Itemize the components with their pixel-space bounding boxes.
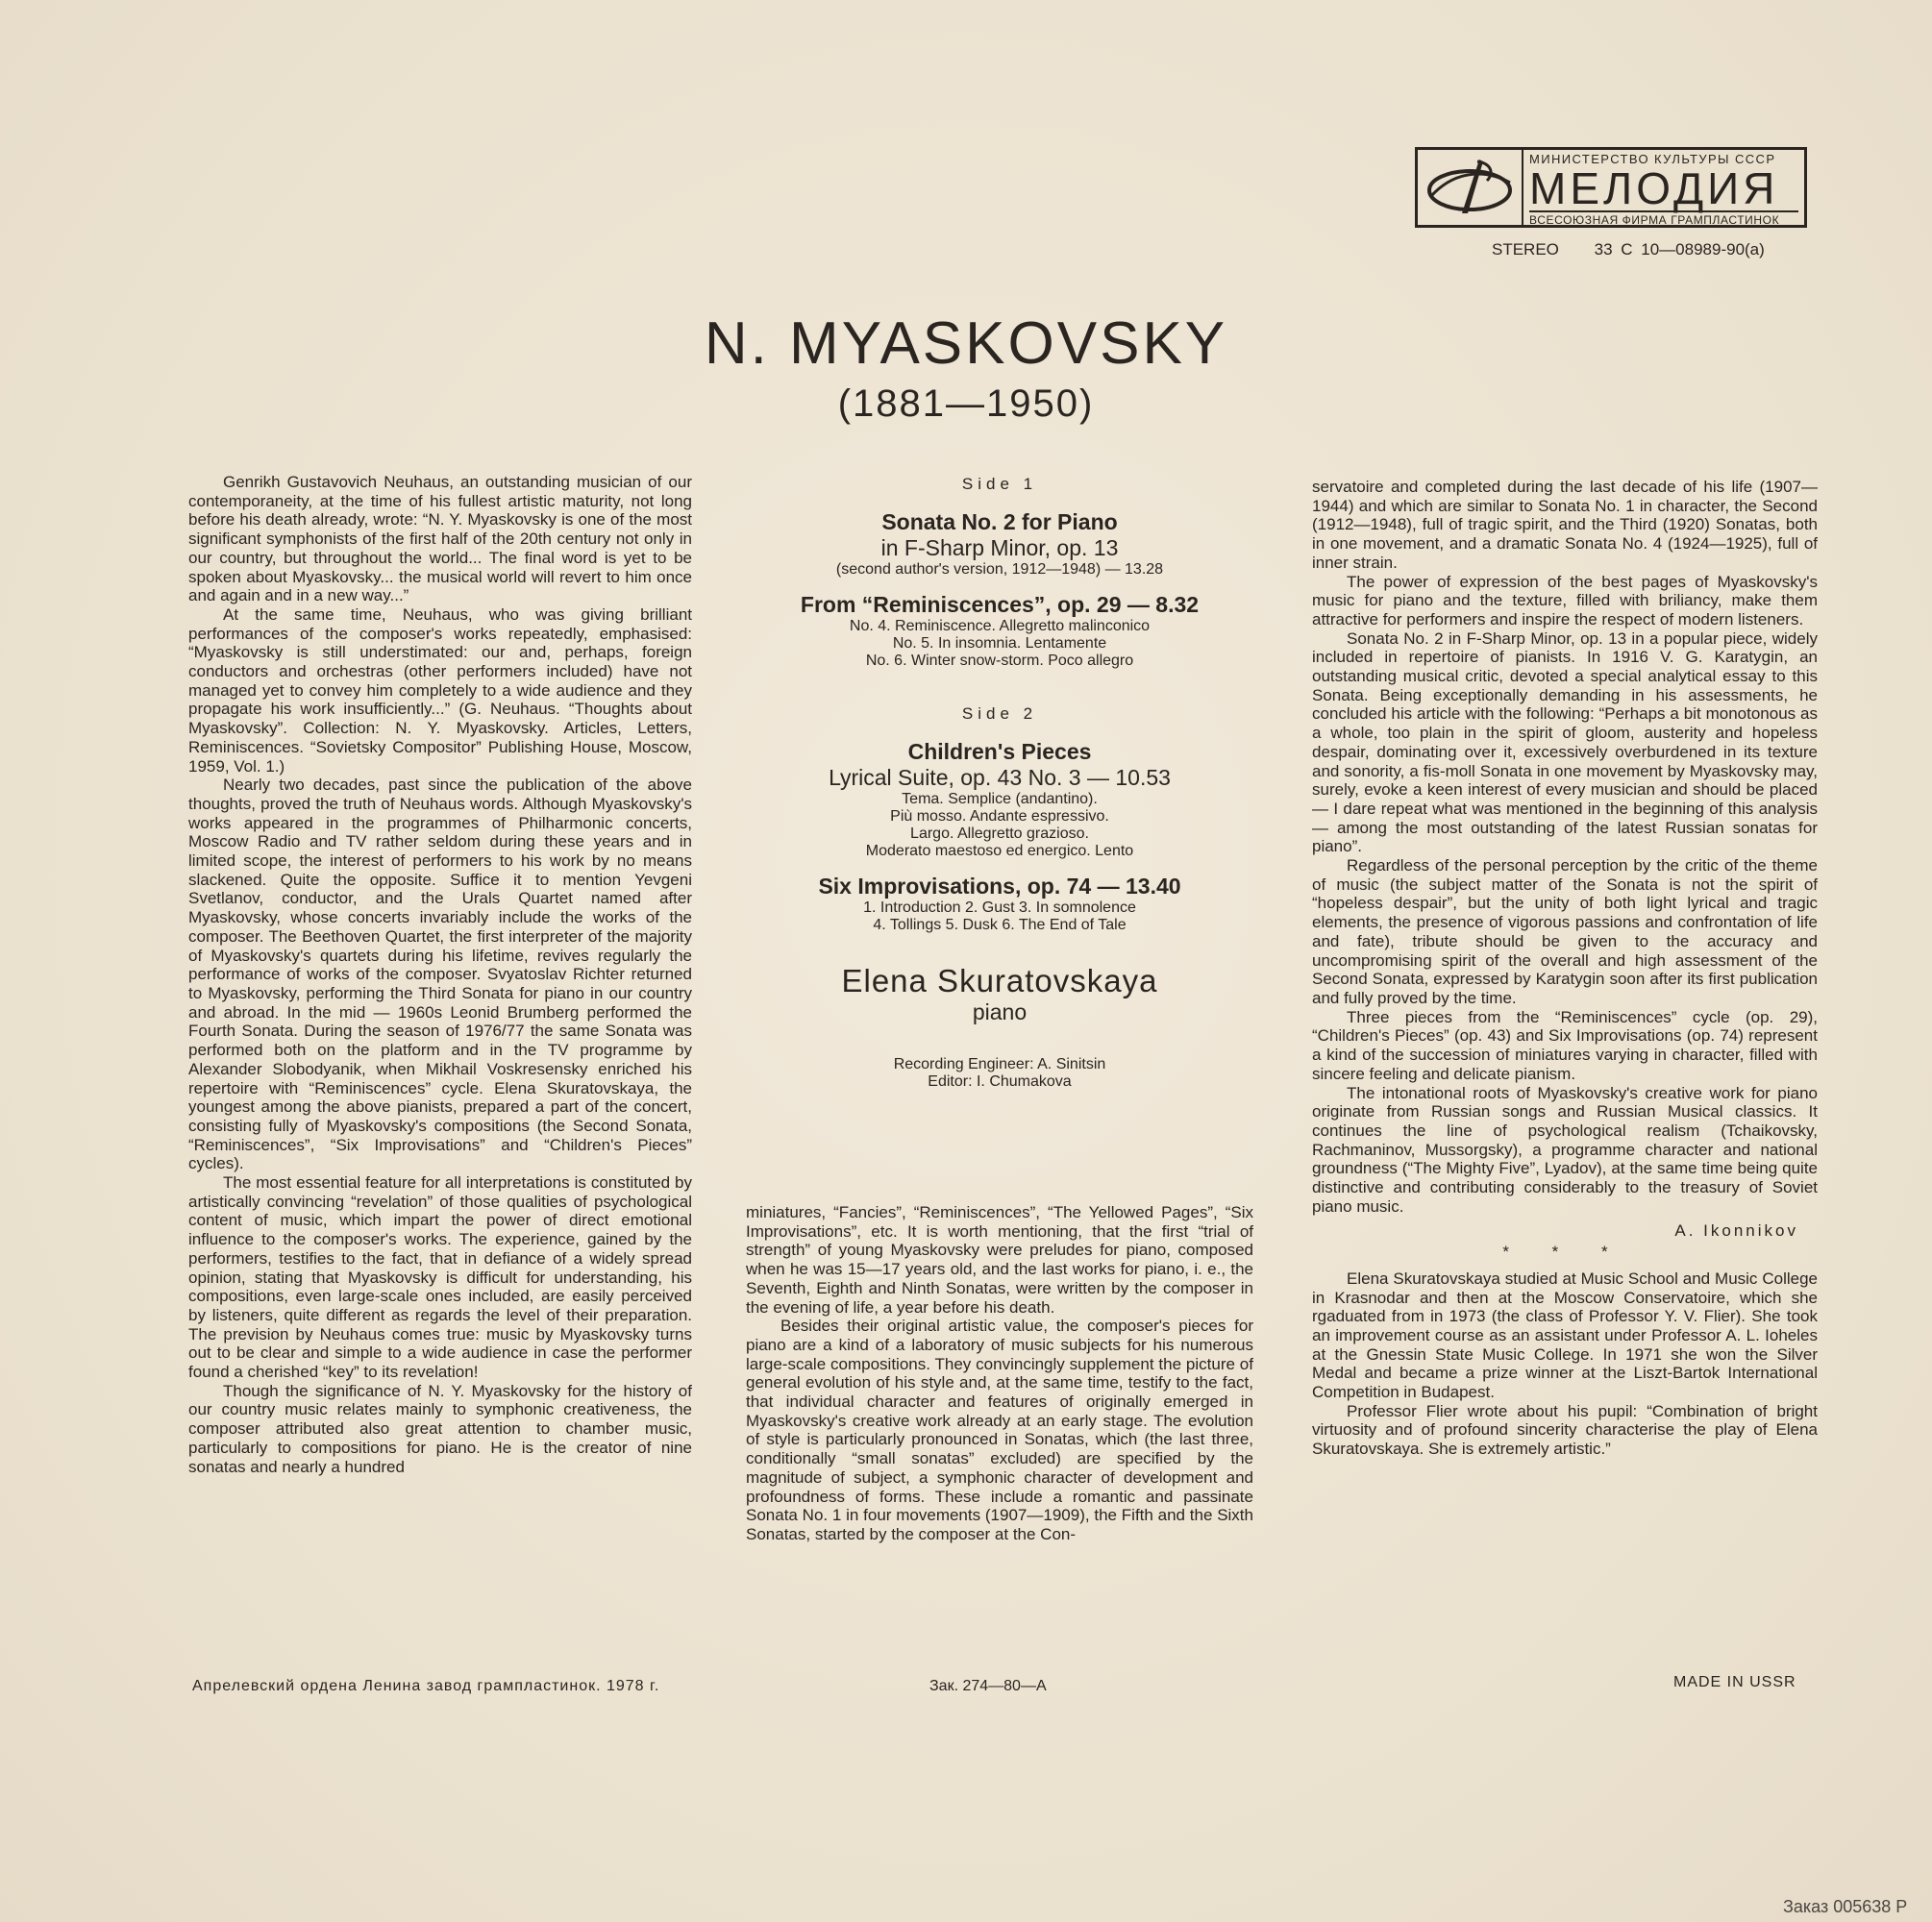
liner-notes-column-left [188, 473, 692, 1476]
logo-firm-text: ВСЕСОЮЗНАЯ ФИРМА ГРАМПЛАСТИНОК [1529, 210, 1798, 227]
order-stamp: Заказ 005638 Р [1783, 1897, 1908, 1916]
work-4-part: 1. Introduction 2. Gust 3. In somnolence [863, 899, 1136, 916]
stereo-label: STEREO [1492, 240, 1559, 259]
work-3-part: Tema. Semplice (andantino). [902, 791, 1098, 807]
work-3-part: Largo. Allegretto grazioso. [910, 825, 1089, 842]
footer-plant: Апрелевский ордена Ленина завод грампластинок. 1978 г. [192, 1678, 660, 1694]
paragraph: Three pieces from the “Reminiscences” cycle (op. 29), “Children's Pieces” (op. 43) and Six Improvisations (op. 74) represent a kind of the succession of miniatures varying in character, filled with sincere feeling and delicate pianism. [1312, 1007, 1818, 1083]
paragraph: The power of expression of the best pages of Myaskovsky's music for piano and the texture, filled with briliancy, make them attractive for performers and inspire the respect of modern listeners. [1312, 572, 1818, 628]
paragraph: The intonational roots of Myaskovsky's creative work for piano originate from Russian songs and Russian Musical classics. It continues the line of psychological realism (Tchaikovsky, Rachmaninov, Mussorgsky), a programme character and national groundness (“The Mighty Five”, Lyadov), at the same time being quite distinctive and contributing considerably to the treasury of Soviet piano music. [1312, 1083, 1818, 1216]
work-2-part: No. 4. Reminiscence. Allegretto malinconico [849, 618, 1151, 634]
program-listing [731, 475, 1269, 1091]
paragraph: Though the significance of N. Y. Myaskovsky for the history of our country music relates mainly to symphonic creativeness, the composer attributed also great attention to chamber music, particularly to compositions for piano. He is the creator of nine sonatas and nearly a hundred [188, 1381, 692, 1476]
performer-name: Elena Skuratovskaya [841, 963, 1158, 998]
paragraph: The most essential feature for all interpretations is constituted by artistically convincing “revelation” of those qualities of psychological content of music, which impart the power of direct emotional influence to the composer's works. The experience, gained by the performers, testifies to the fact, that in defiance of a widely spread opinion, stating that Myaskovsky is difficult for understanding, his compositions, even large-scale ones included, are easily perceived by listeners, quite different as regards the level of their preparation. The prevision by Neuhaus comes true: music by Myaskovsky turns out to be clear and simple to a wide audience in case the performer found a cherished “key” to its revelation! [188, 1173, 692, 1382]
catalog-number: 33 С 10—08989-90(а) [1594, 240, 1765, 259]
work-1-key: in F-Sharp Minor, op. 13 [880, 535, 1119, 560]
paragraph: Regardless of the personal perception by the critic of the theme of music (the subject matter of the Sonata is not the spirit of “hopeless despair”, but the unity of both light lyrical and tragic elements, the presence of vigorous passions and confrontation of life and fate), tribute should be given to the accuracy and uncompromising spirit of the overall and high assessment of the Second Sonata, expressed by Karatygin soon after its first publication and fully proved by the time. [1312, 856, 1818, 1007]
composer-title: N. MYASKOVSKY [704, 310, 1228, 377]
work-4-title: Six Improvisations, op. 74 — 13.40 [818, 874, 1181, 899]
side-2-label: Side 2 [961, 704, 1038, 723]
work-3-title: Children's Pieces [907, 739, 1092, 764]
paragraph: Elena Skuratovskaya studied at Music School and Music College in Krasnodar and then at the Moscow Conservatoire, which she rgaduated from in 1973 (the class of Professor Y. V. Flier). She took an improvement course as an assistant under Professor A. L. Ioheles at the Gnessin State Music College. In 1971 she won the Silver Medal and became a prize winner at the Liszt-Bartok International Competition in Budapest. [1312, 1269, 1818, 1402]
work-1-title: Sonata No. 2 for Piano [881, 509, 1118, 534]
recording-engineer: Recording Engineer: A. Sinitsin [893, 1056, 1106, 1072]
melodiya-emblem-icon [1418, 150, 1523, 225]
work-2-part: No. 6. Winter snow-storm. Poco allegro [865, 653, 1134, 669]
footer-made-in: MADE IN USSR [1673, 1674, 1796, 1690]
work-2-title: From “Reminiscences”, op. 29 — 8.32 [800, 592, 1200, 617]
side-1-label: Side 1 [961, 475, 1038, 493]
work-4-part: 4. Tollings 5. Dusk 6. The End of Tale [873, 917, 1127, 933]
paragraph: servatoire and completed during the last decade of his life (1907—1944) and which are similar to Sonata No. 1 in character, the Second (1912—1948), full of tragic spirit, and the Third (1920) Sonatas, both in one movement, and a dramatic Sonata No. 4 (1924—1925), full of inner strain. [1312, 478, 1818, 572]
logo-brand-text: МЕЛОДИЯ [1529, 163, 1779, 213]
paragraph: Professor Flier wrote about his pupil: “Combination of bright virtuosity and of profound sincerity characterise the play of Elena Skuratovskaya. She is extremely artistic.” [1312, 1401, 1818, 1459]
footer-order: Зак. 274—80—А [929, 1678, 1047, 1694]
author-signature: A. Ikonnikov [1674, 1221, 1798, 1241]
logo-ministry-text: МИНИСТЕРСТВО КУЛЬТУРЫ СССР [1529, 152, 1776, 166]
paragraph: miniatures, “Fancies”, “Reminiscences”, “The Yellowed Pages”, “Six Improvisations”, etc. It is worth mentioning, that the first “trial of strength” of young Myaskovsky were preludes for piano, composed when he was 15—17 years old, and the last works for piano, i. e., the Seventh, Eighth and Ninth Sonatas, were written by the composer in the evening of life, a year before his death. [746, 1203, 1253, 1317]
liner-notes-column-right [1312, 478, 1818, 1459]
melodiya-logo [1415, 147, 1807, 228]
work-2-part: No. 5. In insomnia. Lentamente [892, 635, 1107, 652]
liner-notes-column-middle [746, 1203, 1253, 1544]
paragraph: Genrikh Gustavovich Neuhaus, an outstanding musician of our contemporaneity, at the time of his fullest artistic maturity, not long before his death already, wrote: “N. Y. Myaskovsky is one of the most significant symphonists of the first half of the 20th century not only in our country, but throughout the world... The final word is yet to be spoken about Myaskovsky... the musical world will revert to him once and again and in a new way...” [188, 473, 692, 605]
work-3-part: Moderato maestoso ed energico. Lento [865, 843, 1134, 859]
composer-years: (1881—1950) [837, 382, 1095, 425]
performer-instrument: piano [972, 999, 1028, 1024]
section-divider-stars: * * * [1502, 1243, 1627, 1262]
work-1-note: (second author's version, 1912—1948) — 13.28 [835, 561, 1164, 578]
work-3-part: Più mosso. Andante espressivo. [890, 808, 1109, 825]
paragraph: Nearly two decades, past since the publication of the above thoughts, proved the truth of Neuhaus words. Although Myaskovsky's works appeared in the programmes of Philharmonic concerts, Moscow Radio and TV rather seldom during these years and in limited scope, the interest of performers to his work by no means slackened. Quite the opposite. Suffice it to mention Yevgeni Svetlanov, conductor, and the Urals Quartet named after Myaskovsky, whose concerts invariably include the works of the composer. The Beethoven Quartet, the first interpreter of the majority of Myaskovsky's quartets during his lifetime, revives regularly the performance of works of the composer. Svyatoslav Richter returned to Myaskovsky, performing the Third Sonata for piano in our country and abroad. In the mid — 1960s Leonid Brumberg performed the Fourth Sonata. During the season of 1976/77 the same Sonata was performed both on the platform and in the TV programme by Alexander Slobodyanik, when Mikhail Voskresensky enriched his repertoire with “Reminiscences” cycle. Elena Skuratovskaya, the youngest among the above pianists, prepared a part of the concert, consisting fully of Myaskovsky's compositions (the Second Sonata, “Reminiscences”, “Six Improvisations” and “Children's Pieces” cycles). [188, 776, 692, 1173]
catalog-line [1492, 240, 1765, 259]
editor-credit: Editor: I. Chumakova [928, 1073, 1072, 1090]
paragraph: Besides their original artistic value, the composer's pieces for piano are a kind of a laboratory of music subjects for his numerous large-scale compositions. They convincingly supplement the picture of general evolution of his style and, at the same time, testify to the fact, that individual character and features of originally emerged in Myaskovsky's creative work already at an early stage. The evolution of style is particularly pronounced in Sonatas, which (the last three, conditionally “small sonatas” excluded) are specified by the magnitude of subject, a symphonic character of development and profoundness of forms. These include a romantic and passinate Sonata No. 1 in four movements (1907—1909), the Fifth and the Sixth Sonatas, started by the composer at the Con- [746, 1317, 1253, 1543]
paragraph: Sonata No. 2 in F-Sharp Minor, op. 13 in a popular piece, widely included in repertoire of pianists. In 1916 V. G. Karatygin, an outstanding musical critic, devoted a special analytical essay to this Sonata. Being exceptionally demanding in his assessments, he concluded his article with the following: “Perhaps a bit monotonous as a whole, too plain in the spirit of gloom, austerity and hopeless despair, dominating over it, excessively overburdened in its texture and sonority, a fis-moll Sonata in one movement by Myaskovsky may, surely, evoke a keen interest of every musician and should be placed — I dare repeat what was mentioned in the beginning of this analysis — among the most outstanding of the latest Russian sonatas for piano”. [1312, 628, 1818, 856]
paragraph: At the same time, Neuhaus, who was giving brilliant performances of the composer's works repeatedly, emphasised: “Myaskovsky is still understimated: our and, perhaps, foreign conductors and orchestras (other performers included) have not managed yet to convey him completely to a wide audience and they propagate his work insufficiently...” (G. Neuhaus. “Thoughts about Myaskovsky”. Collection: N. Y. Myaskovsky. Articles, Letters, Reminiscences. “Sovietsky Compositor” Publishing House, Moscow, 1959, Vol. 1.) [188, 604, 692, 776]
work-3-subtitle: Lyrical Suite, op. 43 No. 3 — 10.53 [829, 765, 1171, 790]
